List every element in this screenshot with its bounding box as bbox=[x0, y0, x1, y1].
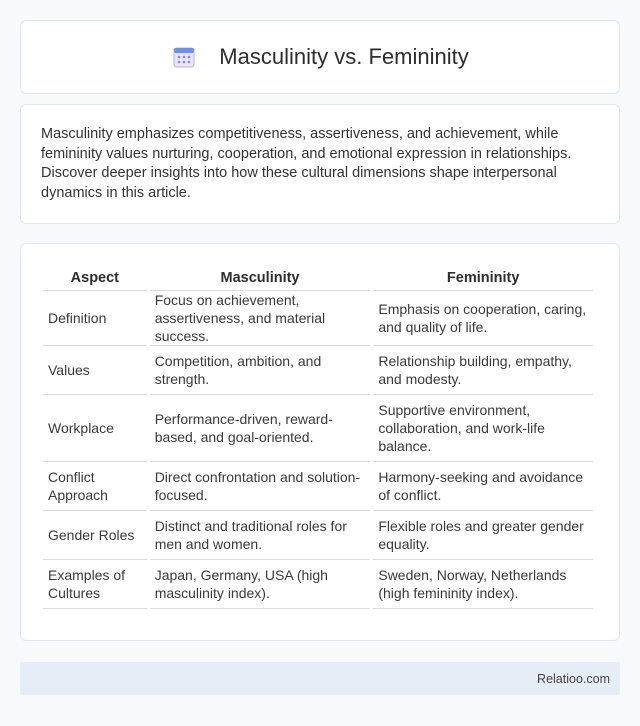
row-masculinity: Competition, ambition, and strength. bbox=[150, 346, 371, 395]
header-aspect: Aspect bbox=[43, 262, 147, 291]
intro-text: Masculinity emphasizes competitiveness, assertiveness, and achievement, while femininity values nurturing, cooperation, and emotional expression in relationships. Discover deeper insights into how these cultural dimensions shape interpersonal dynamics in this article. bbox=[41, 126, 572, 201]
row-femininity: Supportive environment, collaboration, and work-life balance. bbox=[373, 395, 593, 462]
table-header-row bbox=[43, 262, 593, 291]
row-masculinity: Direct confrontation and solution-focused. bbox=[150, 462, 371, 511]
row-femininity: Flexible roles and greater gender equality. bbox=[373, 511, 593, 560]
header-femininity: Femininity bbox=[373, 262, 593, 291]
table-row bbox=[43, 291, 593, 346]
footer-brand[interactable]: Relatioo.com bbox=[537, 671, 610, 686]
row-aspect: Gender Roles bbox=[43, 511, 147, 560]
footer bbox=[20, 662, 620, 695]
table-row bbox=[43, 560, 593, 609]
table-row bbox=[43, 395, 593, 462]
row-masculinity: Performance-driven, reward-based, and goal-oriented. bbox=[150, 395, 371, 462]
page-title: Masculinity vs. Femininity bbox=[219, 44, 469, 69]
row-aspect: Values bbox=[43, 346, 147, 395]
title-card bbox=[20, 20, 620, 94]
row-aspect: Examples of Cultures bbox=[43, 560, 147, 609]
row-femininity: Emphasis on cooperation, caring, and quality of life. bbox=[373, 291, 593, 346]
comparison-table bbox=[40, 262, 596, 609]
row-masculinity: Focus on achievement, assertiveness, and material success. bbox=[150, 291, 371, 346]
row-femininity: Sweden, Norway, Netherlands (high femininity index). bbox=[373, 560, 593, 609]
row-masculinity: Distinct and traditional roles for men and women. bbox=[150, 511, 371, 560]
calendar-icon bbox=[171, 44, 197, 70]
row-femininity: Relationship building, empathy, and modesty. bbox=[373, 346, 593, 395]
row-aspect: Workplace bbox=[43, 395, 147, 462]
row-masculinity: Japan, Germany, USA (high masculinity index). bbox=[150, 560, 371, 609]
table-row bbox=[43, 346, 593, 395]
header-masculinity: Masculinity bbox=[150, 262, 371, 291]
row-femininity: Harmony-seeking and avoidance of conflict. bbox=[373, 462, 593, 511]
row-aspect: Conflict Approach bbox=[43, 462, 147, 511]
table-row bbox=[43, 511, 593, 560]
row-aspect: Definition bbox=[43, 291, 147, 346]
table-row bbox=[43, 462, 593, 511]
comparison-table-card bbox=[20, 243, 620, 641]
intro-card bbox=[20, 104, 620, 224]
